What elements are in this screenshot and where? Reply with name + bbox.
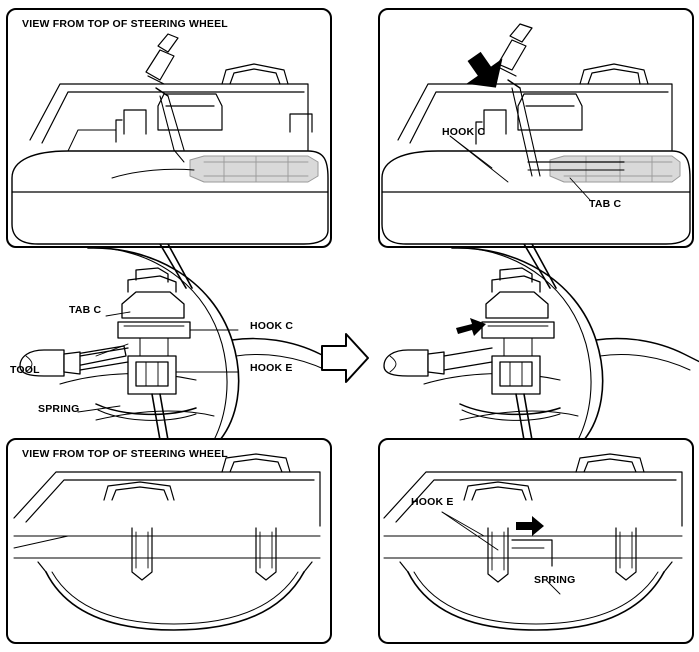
panel-top-left-title: VIEW FROM TOP OF STEERING WHEEL [22, 18, 228, 30]
flow-arrow-right [318, 330, 372, 386]
panel-bottom-left [6, 438, 332, 644]
label-spring-mid: SPRING [38, 403, 80, 415]
panel-bottom-right-illustration [380, 440, 692, 642]
arrow-right-icon [318, 330, 372, 386]
label-hook-e-mid: HOOK E [250, 362, 293, 374]
label-tab-c-mid: TAB C [69, 304, 102, 316]
panel-bottom-right [378, 438, 694, 644]
label-hook-e-bottom: HOOK E [411, 496, 454, 508]
panel-bottom-left-illustration [8, 440, 330, 642]
panel-top-right-illustration [380, 10, 692, 246]
middle-right-illustration [370, 244, 699, 440]
label-hook-c-top: HOOK C [442, 126, 486, 138]
panel-top-left-illustration [8, 10, 330, 246]
panel-top-left [6, 8, 332, 248]
label-hook-c-mid: HOOK C [250, 320, 294, 332]
label-tool-mid: TOOL [10, 364, 40, 376]
panel-top-right [378, 8, 694, 248]
label-spring-bottom: SPRING [534, 574, 576, 586]
push-arrow-icon [516, 516, 544, 536]
label-tab-c-top: TAB C [589, 198, 622, 210]
panel-bottom-left-title: VIEW FROM TOP OF STEERING WHEEL [22, 448, 228, 460]
